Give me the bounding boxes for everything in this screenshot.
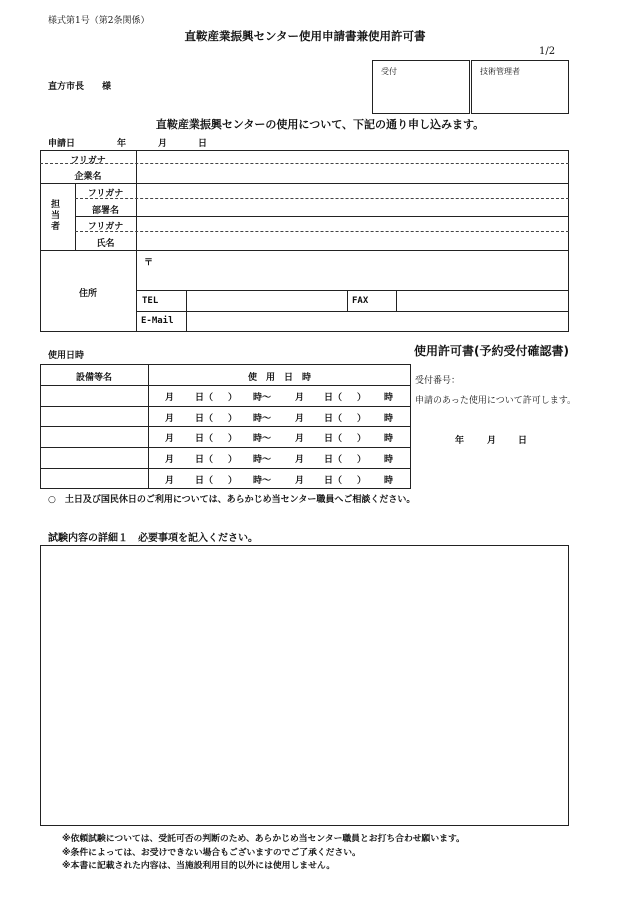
details-textbox[interactable]: [40, 545, 569, 826]
usage-row-token: 時～: [253, 414, 272, 424]
permit-date-year: 年: [455, 436, 465, 446]
usage-row-token: 日（: [324, 476, 343, 486]
dept-name-label: 部署名: [91, 206, 119, 216]
usage-row-token: 月: [165, 393, 175, 403]
application-date-year: 年: [117, 139, 127, 149]
usage-row-token: 日（: [324, 455, 343, 465]
permit-title: 使用許可書(予約受付確認書): [414, 344, 569, 358]
usage-row-token: 時: [384, 455, 394, 465]
footer-note-1: ※依頼試験については、受託可否の判断のため、あらかじめ当センター職員とお打ち合わせ願います。: [62, 834, 465, 844]
postal-mark: 〒: [144, 258, 154, 268]
usage-row-token: ）: [357, 455, 367, 465]
usage-row-token: ）: [228, 393, 238, 403]
usage-row-token: 時～: [253, 393, 272, 403]
permit-statement: 申請のあった使用について許可します。: [415, 396, 577, 406]
stamp-box-manager: [471, 60, 569, 114]
usage-row-token: 時: [384, 414, 394, 424]
footer-note-3: ※本書に記載された内容は、当施設利用目的以外には使用しません。: [62, 861, 335, 871]
usage-row-token: 時: [384, 476, 394, 486]
application-date-month: 月: [158, 139, 168, 149]
usage-row-token: 日（: [195, 414, 214, 424]
tel-label: TEL: [142, 296, 159, 306]
form-number: 様式第1号（第2条関係）: [48, 16, 150, 26]
usage-row-token: 時: [384, 393, 394, 403]
company-name-label: 企業名: [74, 172, 102, 182]
company-furigana-label: フリガナ: [70, 156, 106, 166]
usage-row-token: 月: [165, 414, 175, 424]
document-title: 直鞍産業振興センター使用申請書兼使用許可書: [184, 29, 426, 43]
name-furigana-label: フリガナ: [87, 222, 124, 232]
application-date-label: 申請日: [48, 139, 76, 149]
usage-row-token: 日（: [195, 455, 214, 465]
usage-row-token: ）: [228, 414, 238, 424]
usage-row-token: 日（: [195, 393, 214, 403]
usage-row-token: ）: [228, 455, 238, 465]
email-label: E-Mail: [141, 316, 174, 326]
address-label: 住所: [78, 289, 97, 299]
usage-row-token: 月: [295, 393, 305, 403]
usage-row-token: 日（: [195, 476, 214, 486]
usage-row-token: ）: [357, 414, 367, 424]
usage-row-token: 時～: [253, 434, 272, 444]
usage-row-token: ）: [228, 476, 238, 486]
usage-row-token: 月: [165, 434, 175, 444]
receipt-number-label: 受付番号：: [415, 376, 461, 386]
usage-row-token: 月: [295, 434, 305, 444]
intro-text: 直鞍産業振興センターの使用について、下記の通り申し込みます。: [155, 118, 485, 131]
usage-row-token: ）: [357, 434, 367, 444]
permit-date-day: 日: [518, 436, 528, 446]
stamp-box-reception-label: 受付: [381, 67, 397, 76]
usage-row-token: 月: [165, 455, 175, 465]
usage-row-token: 日（: [324, 414, 343, 424]
usage-row-token: 月: [295, 476, 305, 486]
usage-row-token: 日（: [195, 434, 214, 444]
dept-furigana-label: フリガナ: [87, 189, 124, 199]
usage-row-token: 時～: [253, 455, 272, 465]
page-number: 1/2: [539, 46, 556, 57]
footer-note-2: ※条件によっては、お受けできない場合もございますのでご了承ください。: [62, 848, 361, 858]
person-in-charge-label: 担当者: [51, 200, 61, 232]
details-label: 試験内容の詳細１ 必要事項を記入ください。: [48, 533, 258, 544]
stamp-box-manager-label: 技術管理者: [480, 67, 520, 76]
name-label: 氏名: [96, 239, 115, 249]
usage-section-label: 使用日時: [48, 351, 85, 361]
usage-row-token: 月: [295, 455, 305, 465]
col-equipment-header: 設備等名: [75, 373, 112, 383]
usage-row-token: 時～: [253, 476, 272, 486]
usage-row-token: 月: [295, 414, 305, 424]
usage-row-token: ）: [357, 476, 367, 486]
application-date-day: 日: [198, 139, 208, 149]
fax-label: FAX: [352, 296, 369, 306]
usage-row-token: 時: [384, 434, 394, 444]
usage-row-token: ）: [357, 393, 367, 403]
usage-row-token: ）: [228, 434, 238, 444]
addressee: 直方市長 様: [48, 82, 112, 92]
usage-note: ○ 土日及び国民休日のご利用については、あらかじめ当センター職員へご相談ください。: [48, 495, 416, 505]
stamp-box-reception: [372, 60, 470, 114]
usage-row-token: 月: [165, 476, 175, 486]
usage-row-token: 日（: [324, 434, 343, 444]
permit-date-month: 月: [487, 436, 497, 446]
usage-row-token: 日（: [324, 393, 343, 403]
col-datetime-header: 使 用 日 時: [247, 373, 311, 383]
